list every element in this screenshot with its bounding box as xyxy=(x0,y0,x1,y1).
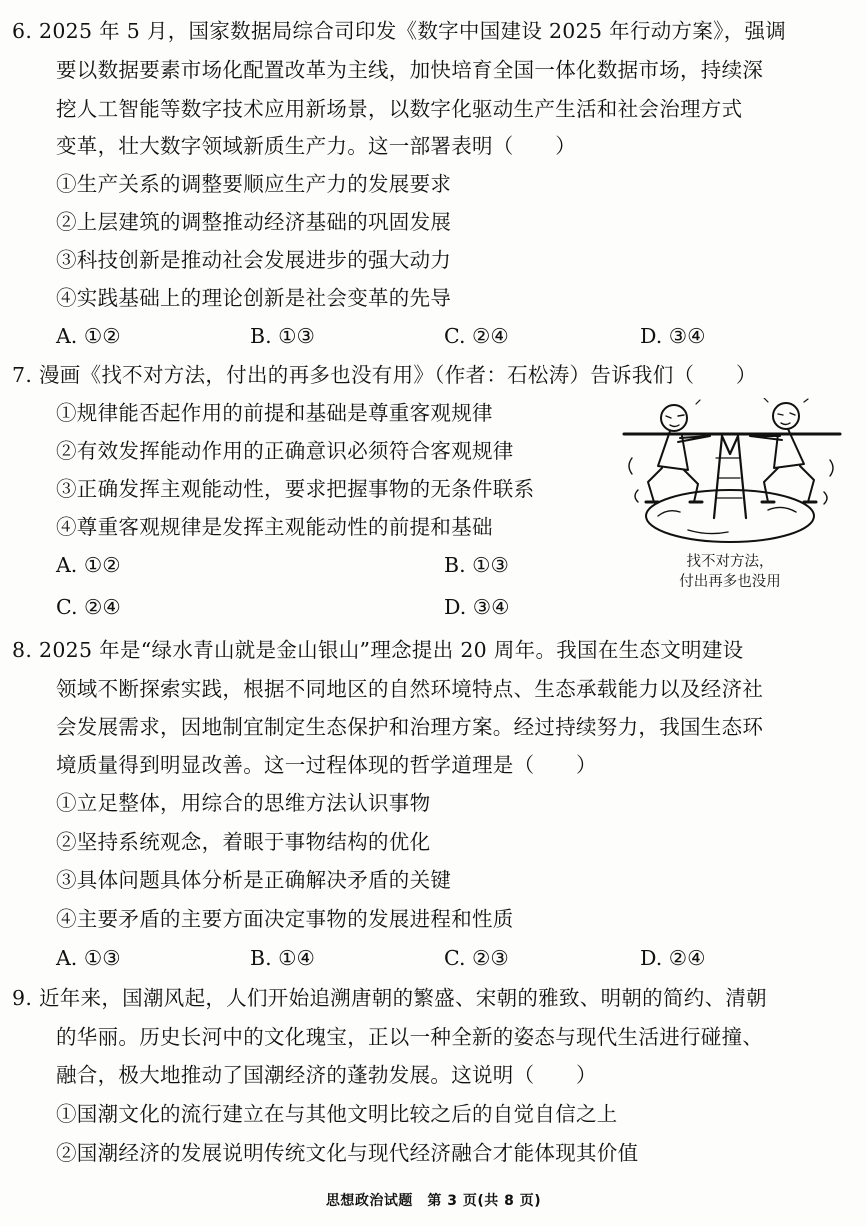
q6-stem-line-4: 变革，壮大数字领域新质生产力。这一部署表明（ ） xyxy=(56,134,576,158)
q6-stem-line-2: 要以数据要素市场化配置改革为主线，加快培育全国一体化数据市场，持续深 xyxy=(56,58,764,82)
q6-stem-line-3: 挖人工智能等数字技术应用新场景，以数字化驱动生产生活和社会治理方式 xyxy=(56,97,743,121)
q8-option-b: B. ①④ xyxy=(250,946,315,970)
q8-stem-line-1: 8. 2025 年是“绿水青山就是金山银山”理念提出 20 周年。我国在生态文明建设 xyxy=(12,638,744,662)
page-footer: 思想政治试题 第 3 页(共 8 页) xyxy=(325,1193,542,1209)
q7-option-c: C. ②④ xyxy=(56,595,121,619)
q6-option-d: D. ③④ xyxy=(640,324,706,348)
q7-option-d: D. ③④ xyxy=(444,595,510,619)
q7-statement-1: ①规律能否起作用的前提和基础是尊重客观规律 xyxy=(56,401,493,425)
q8-option-c: C. ②③ xyxy=(444,946,509,970)
q8-statement-2: ②坚持系统观念，着眼于事物结构的优化 xyxy=(56,830,431,854)
q6-stem-line-1: 6. 2025 年 5 月，国家数据局综合司印发《数字中国建设 2025 年行动方案》，强调 xyxy=(12,19,787,43)
cartoon-caption-line-1: 找不对方法， xyxy=(686,554,774,570)
q9-stem-line-2: 的华丽。历史长河中的文化瑰宝，正以一种全新的姿态与现代生活进行碰撞、 xyxy=(56,1025,764,1049)
q6-statement-1: ①生产关系的调整要顺应生产力的发展要求 xyxy=(56,172,452,196)
q7-statement-2: ②有效发挥能动作用的正确意识必须符合客观规律 xyxy=(56,439,514,463)
q9-statement-2: ②国潮经济的发展说明传统文化与现代经济融合才能体现其价值 xyxy=(56,1141,639,1165)
q9-statement-1: ①国潮文化的流行建立在与其他文明比较之后的自觉自信之上 xyxy=(56,1102,618,1126)
cartoon-caption-line-2: 付出再多也没用 xyxy=(679,574,781,590)
rope-tie xyxy=(714,436,746,518)
q7-statement-4: ④尊重客观规律是发挥主观能动性的前提和基础 xyxy=(56,515,493,539)
q9-stem-line-3: 融合，极大地推动了国潮经济的蓬勃发展。这说明（ ） xyxy=(56,1063,597,1087)
q6-option-b: B. ①③ xyxy=(250,324,315,348)
q8-stem-line-4: 境质量得到明显改善。这一过程体现的哲学道理是（ ） xyxy=(56,753,597,777)
q7-stem-line-1: 7. 漫画《找不对方法，付出的再多也没有用》（作者：石松涛）告诉我们（ ） xyxy=(12,363,757,387)
q7-option-b: B. ①③ xyxy=(444,553,509,577)
q8-stem-line-3: 会发展需求，因地制宜制定生态保护和治理方案。经过持续努力，我国生态环 xyxy=(56,715,764,739)
q7-option-a: A. ①② xyxy=(56,553,121,577)
q6-statement-4: ④实践基础上的理论创新是社会变革的先导 xyxy=(56,286,452,310)
tug-of-war-cartoon xyxy=(618,398,846,548)
q9-stem-line-1: 9. 近年来，国潮风起，人们开始追溯唐朝的繁盛、宋朝的雅致、明朝的简约、清朝 xyxy=(12,986,767,1010)
q8-statement-4: ④主要矛盾的主要方面决定事物的发展进程和性质 xyxy=(56,907,514,931)
q8-option-a: A. ①③ xyxy=(56,946,121,970)
q6-option-a: A. ①② xyxy=(56,324,121,348)
q8-statement-3: ③具体问题具体分析是正确解决矛盾的关键 xyxy=(56,868,452,892)
q6-statement-3: ③科技创新是推动社会发展进步的强大动力 xyxy=(56,248,452,272)
q6-statement-2: ②上层建筑的调整推动经济基础的巩固发展 xyxy=(56,210,452,234)
q7-statement-3: ③正确发挥主观能动性，要求把握事物的无条件联系 xyxy=(56,477,535,501)
q8-option-d: D. ②④ xyxy=(640,946,706,970)
q6-option-c: C. ②④ xyxy=(444,324,509,348)
q8-stem-line-2: 领域不断探索实践，根据不同地区的自然环境特点、生态承载能力以及经济社 xyxy=(56,677,764,701)
q8-statement-1: ①立足整体，用综合的思维方法认识事物 xyxy=(56,791,431,815)
